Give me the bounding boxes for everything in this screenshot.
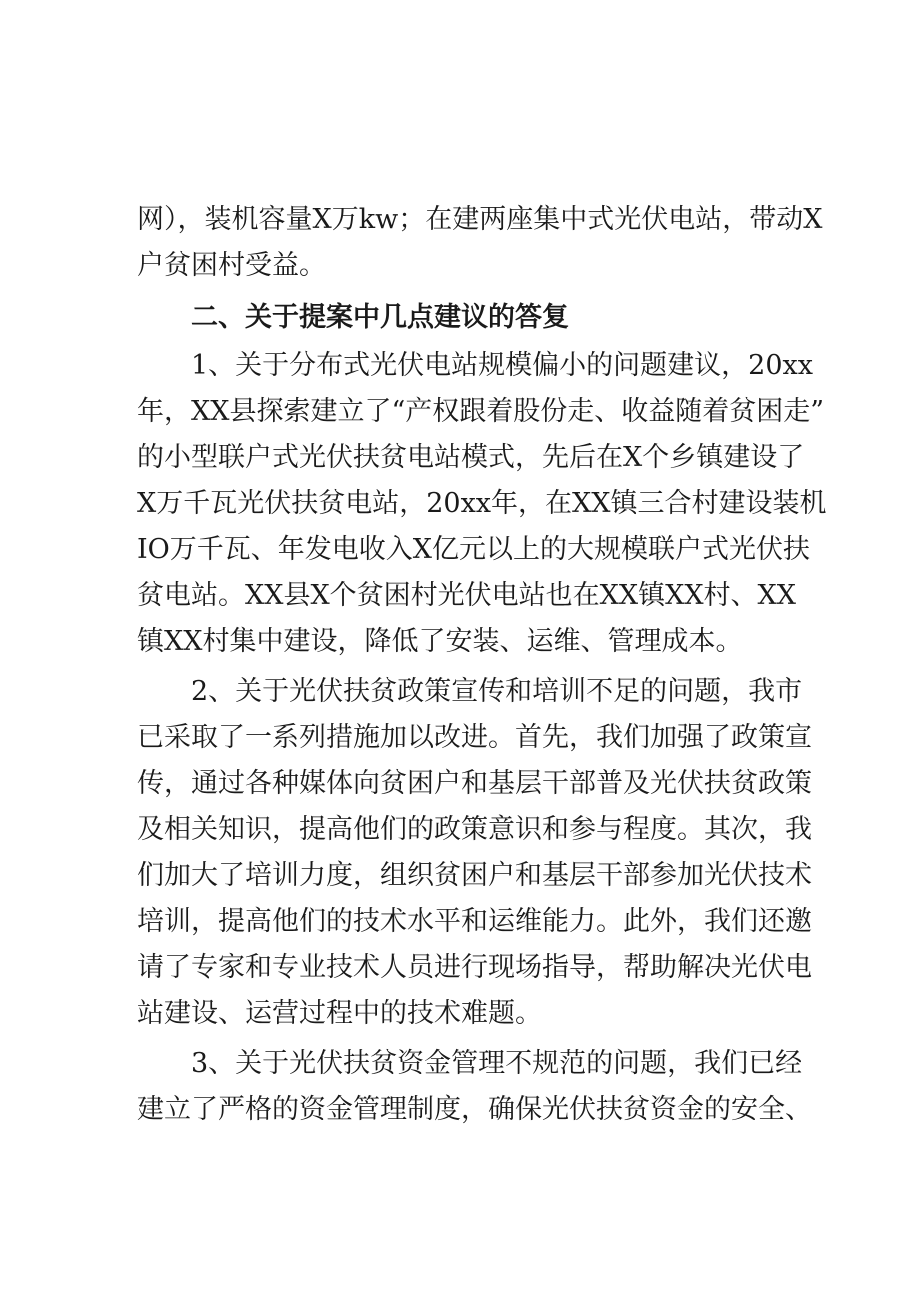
paragraph-2 <box>137 669 812 1037</box>
paragraph-line: 站建设、运营过程中的技术难题。 <box>137 998 542 1029</box>
paragraph-3 <box>137 1041 812 1133</box>
paragraph-line: 请了专家和专业技术人员进行现场指导，帮助解决光伏电 <box>137 952 812 983</box>
paragraph-line: 传，通过各种媒体向贫困户和基层干部普及光伏扶贫政策 <box>137 768 812 799</box>
paragraph-line: IO万千瓦、年发电收入X亿元以上的大规模联户式光伏扶 <box>137 534 811 565</box>
paragraph-line: 3、关于光伏扶贫资金管理不规范的问题，我们已经 <box>191 1048 803 1079</box>
paragraph-line: 培训，提高他们的技术水平和运维能力。此外，我们还邀 <box>137 906 812 937</box>
paragraph-line: 们加大了培训力度，组织贫困户和基层干部参加光伏技术 <box>137 860 812 891</box>
paragraph-line: 已采取了一系列措施加以改进。首先，我们加强了政策宣 <box>137 722 812 753</box>
paragraph-1 <box>137 343 827 665</box>
paragraph-line: 镇XX村集中建设，降低了安装、运维、管理成本。 <box>137 626 743 657</box>
paragraph-line: 2、关于光伏扶贫政策宣传和培训不足的问题，我市 <box>191 676 803 707</box>
section-heading: 二、关于提案中几点建议的答复 <box>191 302 569 333</box>
intro-line: 户贫困村受益。 <box>137 250 326 281</box>
document-page <box>137 197 827 1133</box>
paragraph-line: X万千瓦光伏扶贫电站，20xx年，在XX镇三合村建设装机 <box>137 488 827 519</box>
paragraph-line: 贫电站。XX县X个贫困村光伏电站也在XX镇XX村、XX <box>137 580 796 611</box>
paragraph-line: 年，XX县探索建立了“产权跟着股份走、收益随着贫困走” <box>137 396 825 427</box>
paragraph-line: 1、关于分布式光伏电站规模偏小的问题建议，20xx <box>191 350 813 381</box>
paragraph-line: 建立了严格的资金管理制度，确保光伏扶贫资金的安全、 <box>137 1094 812 1125</box>
paragraph-line: 及相关知识，提高他们的政策意识和参与程度。其次，我 <box>137 814 812 845</box>
paragraph-line: 的小型联户式光伏扶贫电站模式，先后在X个乡镇建设了 <box>137 442 805 473</box>
intro-line: 网），装机容量X万kw；在建两座集中式光伏电站，带动X <box>137 204 823 235</box>
